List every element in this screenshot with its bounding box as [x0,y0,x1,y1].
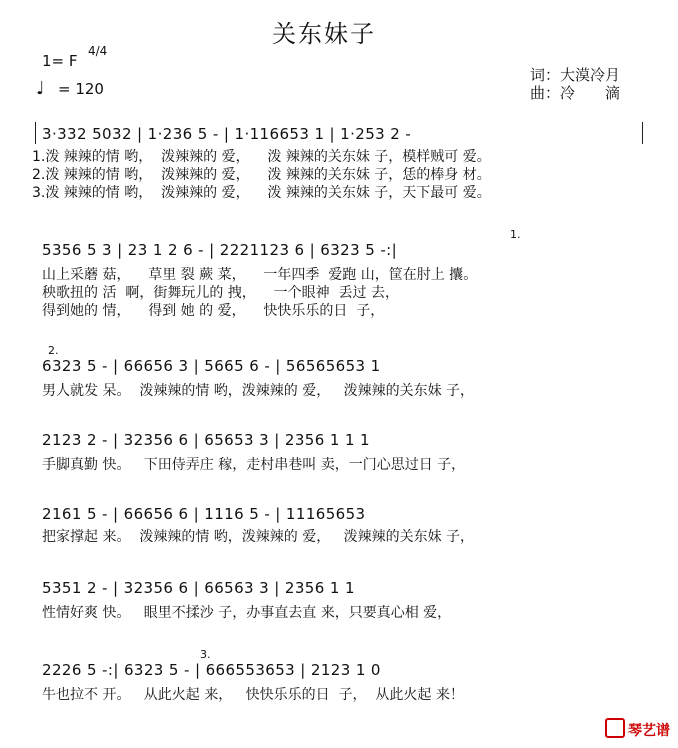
lyric-row-2-verse-3: 得到她的 情， 得到 她 的 爱， 快快乐乐的日 子， [42,303,385,319]
notation-row-7: 2226 5 -:| 6323 5 - | 666553653 | 2123 1 0 [42,661,381,679]
notation-row-3: 6323 5 - | 66656 3 | 5665 6 - | 56565653 1 [42,357,381,375]
tempo: = 120 [58,80,104,98]
lyricist-credit: 词：大漠冷月 [530,66,621,84]
lyric-row-7: 牛也拉不 开。 从此火起 来， 快快乐乐的日 子， 从此火起 来！ [42,687,464,703]
notation-row-2: 5356 5 3 | 23 1 2 6 - | 2221123 6 | 6323 5 -:| [42,241,398,259]
lyric-row-1-verse-1: 1.泼 辣辣的情 哟， 泼辣辣的 爱， 泼 辣辣的关东妹 子，模样贼可 爱。 [32,149,491,165]
barline [642,122,643,144]
composer-credit: 曲：冷 滴 [530,84,621,102]
key-signature: 1= F [42,52,78,70]
logo-icon [605,718,625,738]
notation-row-6: 5351 2 - | 32356 6 | 66563 3 | 2356 1 1 [42,579,355,597]
lyric-row-1-verse-2: 2.泼 辣辣的情 哟， 泼辣辣的 爱， 泼 辣辣的关东妹 子，恁的棒身 材。 [32,167,491,183]
lyric-row-1-verse-3: 3.泼 辣辣的情 哟， 泼辣辣的 爱， 泼 辣辣的关东妹 子，天下最可 爱。 [32,185,491,201]
time-signature: 4/4 [88,44,108,58]
lyric-row-5: 把家撑起 来。 泼辣辣的情 哟，泼辣辣的 爱， 泼辣辣的关东妹 子， [42,529,475,545]
lyric-row-6: 性情好爽 快。 眼里不揉沙 子，办事直去直 来，只要真心相 爱， [42,605,452,621]
lyric-row-3: 男人就发 呆。 泼辣辣的情 哟，泼辣辣的 爱， 泼辣辣的关东妹 子， [42,383,475,399]
song-title: 关东妹子 [272,20,376,48]
notation-row-5: 2161 5 - | 66656 6 | 1116 5 - | 11165653 [42,505,366,523]
lyric-row-4: 手脚真勤 快。 下田侍弄庄 稼，走村串巷叫 卖，一门心思过日 子， [42,457,466,473]
notation-row-1: 3·332 5032 | 1·236 5 - | 1·116653 1 | 1·253 2 - [42,125,412,143]
volta-1-label: 1. [510,228,521,241]
lyric-row-2-verse-1: 山上采蘑 菇， 草里 裂 蕨 菜， 一年四季 爱跑 山，筐在肘上 攮。 [42,267,478,283]
volta-2-label: 2. [48,344,59,357]
volta-3-label: 3. [200,648,211,661]
note-icon: ♩ [36,78,45,99]
notation-row-4: 2123 2 - | 32356 6 | 65653 3 | 2356 1 1 1 [42,431,371,449]
barline [35,122,36,144]
watermark-logo: 琴艺谱 [605,718,670,740]
lyric-row-2-verse-2: 秧歌扭的 活 啊，街舞玩儿的 拽， 一个眼神 丢过 去， [42,285,399,301]
